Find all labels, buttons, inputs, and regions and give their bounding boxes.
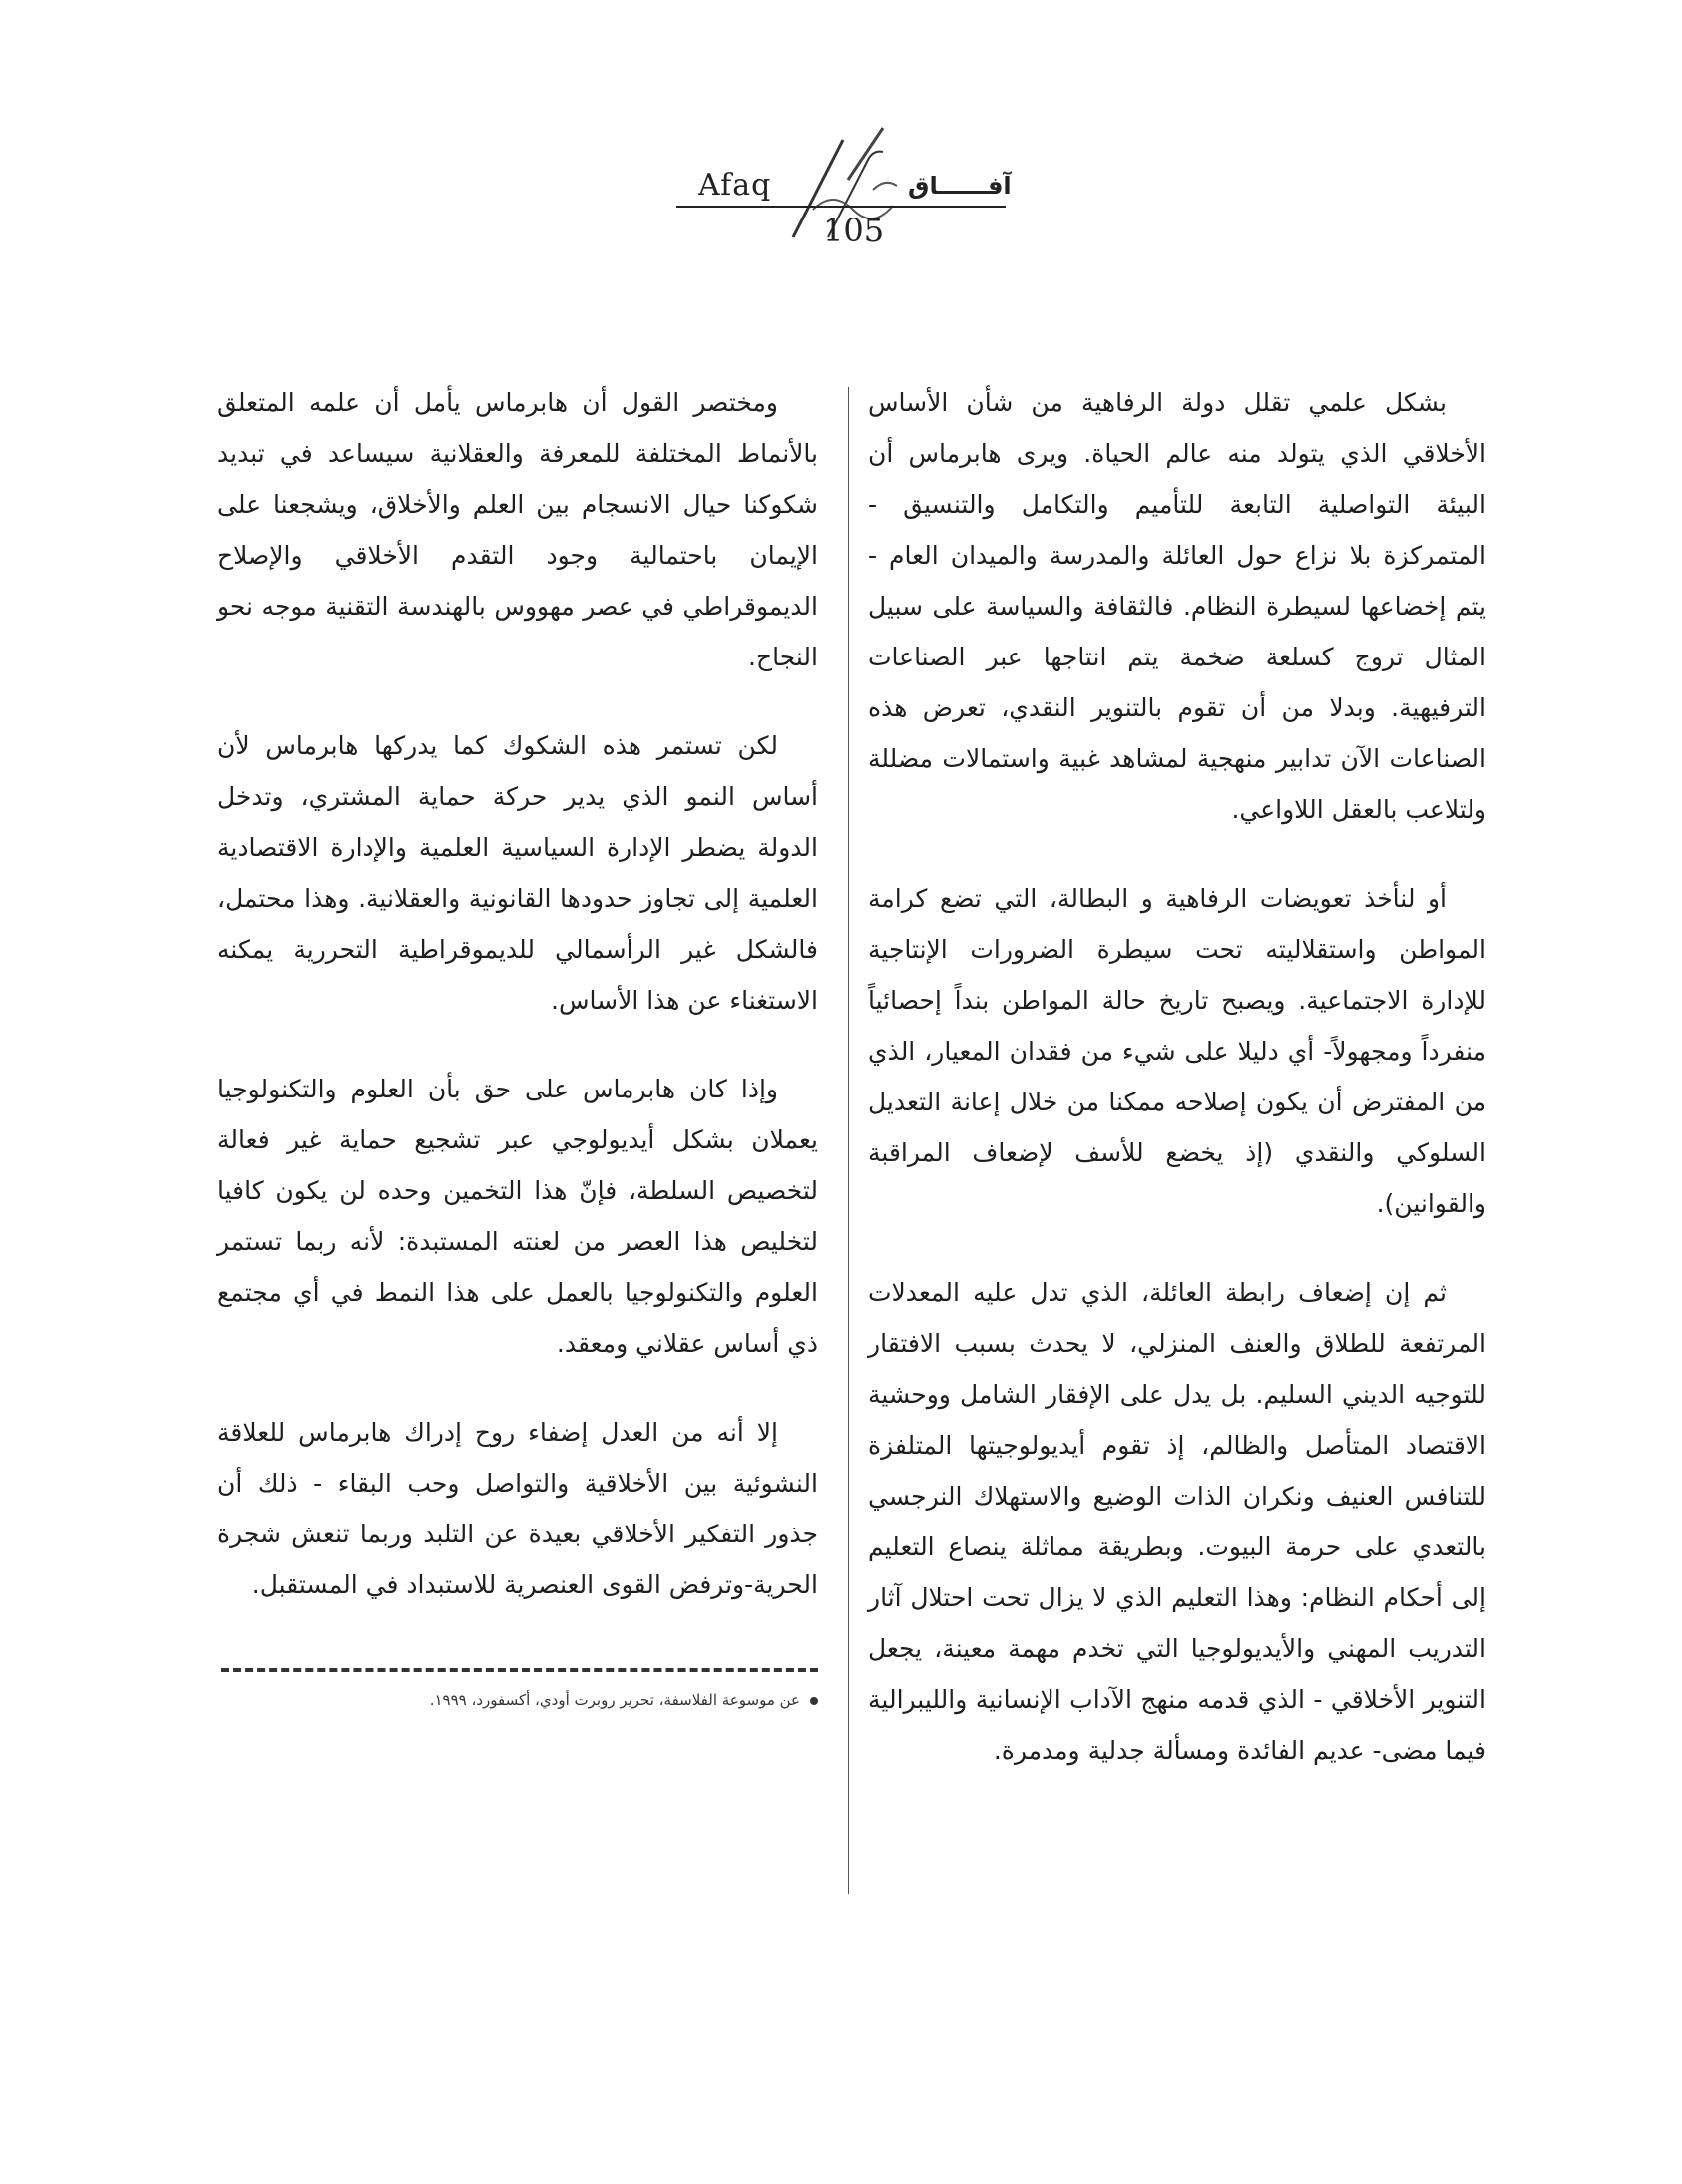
footnote bbox=[349, 1688, 818, 1712]
paragraph: ومختصر القول أن هابرماس يأمل أن علمه المتعلق بالأنماط المختلفة للمعرفة والعقلانية سيساعد في تبديد شكوكنا حيال الانسجام بين العلم والأخلاق، ويشجعنا على الإيمان باحتمالية وجود التقدم الأخلاقي والإصلاح الديموقراطي في عصر مهووس بالهندسة التقنية موجه نحو النجاح. bbox=[217, 388, 818, 671]
footnote-separator bbox=[221, 1668, 818, 1672]
right-column bbox=[868, 377, 1486, 1814]
page-header bbox=[668, 120, 1018, 259]
paragraph: وإذا كان هابرماس على حق بأن العلوم والتكنولوجيا يعملان بشكل أيديولوجي عبر تشجيع حماية غير فعالة لتخصيص السلطة، فإنّ هذا التخمين وحده لن يكون كافيا لتخليص هذا العصر من لعنته المستبدة: لأنه ربما تستمر العلوم والتكنولوجيا بالعمل على هذا النمط في أي مجتمع ذي أساس عقلاني ومعقد. bbox=[217, 1075, 818, 1358]
left-column bbox=[217, 377, 818, 1648]
page-number: 105 bbox=[823, 212, 885, 249]
footnote-text: عن موسوعة الفلاسفة، تحرير روبرت أودي، أكسفورد، ١٩٩٩. bbox=[429, 1691, 800, 1709]
brand-arabic: آفــــــاق bbox=[908, 172, 1012, 200]
paragraph: أو لنأخذ تعويضات الرفاهية و البطالة، التي تضع كرامة المواطن واستقلاليته تحت سيطرة الضرورات الإنتاجية للإدارة الاجتماعية. ويصبح تاريخ حالة المواطن بنداً إحصائياً منفرداً ومجهولاً- أي دليلا على شيء من فقدان المعيار، الذي من المفترض أن يكون إصلاحه ممكنا من خلال إعانة التعديل السلوكي والنقدي (إذ يخضع للأسف لإضعاف المراقبة والقوانين). bbox=[868, 884, 1486, 1218]
column-divider bbox=[848, 387, 849, 1894]
paragraph: ثم إن إضعاف رابطة العائلة، الذي تدل عليه المعدلات المرتفعة للطلاق والعنف المنزلي، لا يحدث بسبب الافتقار للتوجيه الديني السليم. بل يدل على الإفقار الشامل ووحشية الاقتصاد المتأصل والظالم، إذ تقوم أيديولوجيتها المتلفزة للتنافس العنيف ونكران الذات الوضيع والاستهلاك النرجسي بالتعدي على حرمة البيوت. وبطريقة مماثلة ينصاع التعليم إلى أحكام النظام: وهذا التعليم الذي لا يزال تحت احتلال آثار التدريب المهني والأيديولوجيا التي تخدم مهمة معينة، يجعل التنوير الأخلاقي - الذي قدمه منهج الآداب الإنسانية والليبرالية فيما مضى- عديم الفائدة ومسألة جدلية ومدمرة. bbox=[868, 1278, 1486, 1765]
paragraph: لكن تستمر هذه الشكوك كما يدركها هابرماس لأن أساس النمو الذي يدير حركة حماية المشتري، وتدخل الدولة يضطر الإدارة السياسية العلمية والإدارة الاقتصادية العلمية إلى تجاوز حدودها القانونية والعقلانية. وهذا محتمل، فالشكل غير الرأسمالي للديموقراطية التحررية يمكنه الاستغناء عن هذا الأساس. bbox=[217, 731, 818, 1015]
header-rule bbox=[676, 206, 1006, 208]
paragraph: إلا أنه من العدل إضفاء روح إدراك هابرماس للعلاقة النشوئية بين الأخلاقية والتواصل وحب البقاء - ذلك أن جذور التفكير الأخلاقي بعيدة عن التلبد وربما تنعش شجرة الحرية-وترفض القوى العنصرية للاستبداد في المستقبل. bbox=[217, 1418, 818, 1599]
brand-latin: Afaq bbox=[698, 168, 772, 203]
paragraph: بشكل علمي تقلل دولة الرفاهية من شأن الأساس الأخلاقي الذي يتولد منه عالم الحياة. ويرى هابرماس أن البيئة التواصلية التابعة للتأميم والتكامل والتنسيق - المتمركزة بلا نزاع حول العائلة والمدرسة والميدان العام - يتم إخضاعها لسيطرة النظام. فالثقافة والسياسة على سبيل المثال تروج كسلعة ضخمة يتم انتاجها عبر الصناعات الترفيهية. وبدلا من أن تقوم بالتنوير النقدي، تعرض هذه الصناعات الآن تدابير منهجية لمشاهد غبية واستمالات مضللة ولتلاعب بالعقل اللاواعي. bbox=[868, 388, 1486, 824]
bullet-icon bbox=[810, 1697, 818, 1705]
